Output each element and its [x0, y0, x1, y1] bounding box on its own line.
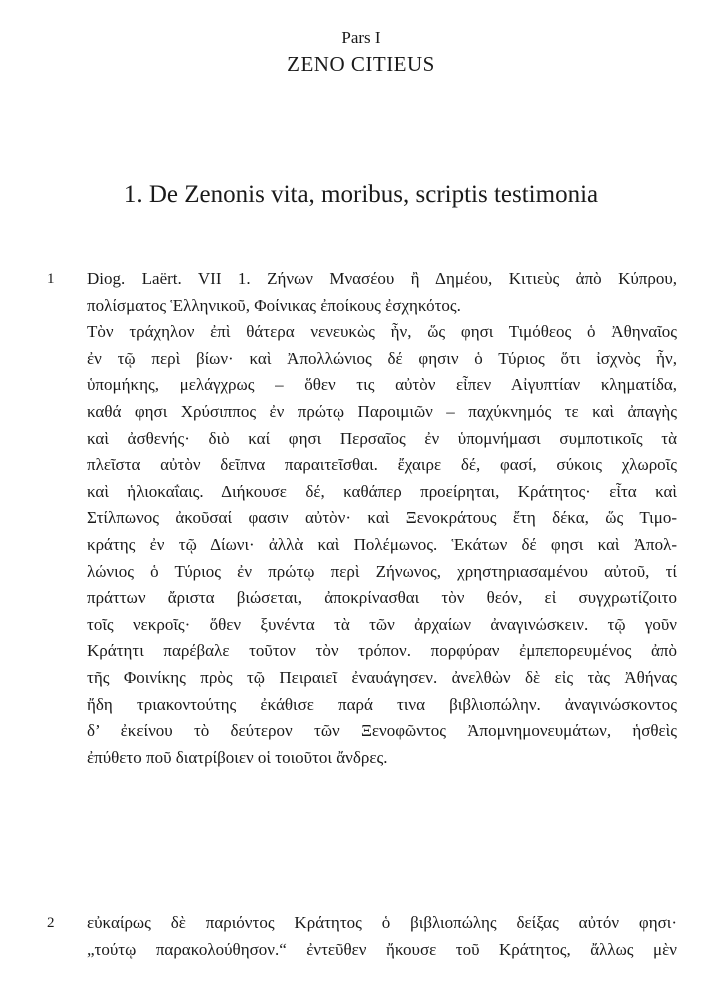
text-line: ἐπύθετο ποῦ διατρίβοιεν οἱ τοιοῦτοι ἄνδρες. [87, 747, 388, 767]
text-line: Στίλπωνος ἀκοῦσαί φασιν αὐτὸν· καὶ Ξενοκράτους ἔτη δέκα, ὥς Τιμο- [87, 508, 677, 528]
entry-number: 2 [47, 915, 55, 931]
text-line: εὐκαίρως δὲ παριόντος Κράτητος ὁ βιβλιοπώλης δείξας αὐτόν φησι· [87, 913, 677, 932]
text-line: λώνιος ὁ Τύριος ἐν πρώτῳ περὶ Ζήνωνος, χρηστηριασαμένου αὐτοῦ, τί [87, 561, 677, 581]
text-line: ἤδη τριακοντούτης ἐκάθισε παρά τινα βιβλιοπώλην. ἀναγινώσκοντος [87, 694, 677, 714]
text-line: τῆς Φοινίκης πρὸς τῷ Πειραιεῖ ἐναυάγησεν. ἀνελθὼν δὲ εἰς τὰς Ἀθήνας [87, 667, 677, 687]
text-line: τοῖς νεκροῖς· ὅθεν ξυνέντα τὰ τῶν ἀρχαίων ἀναγινώσκειν. τῷ γοῦν [87, 614, 677, 634]
text-line: δ’ ἐκείνου τὸ δεύτερον τῶν Ξενοφῶντος Ἀπομνημονευμάτων, ἡσθεὶς [87, 721, 677, 741]
text-line: καθά φησι Χρύσιππος ἐν πρώτῳ Παροιμιῶν – παχύκνημός τε καὶ ἀπαγὴς [87, 401, 677, 421]
section-heading: 1. De Zenonis vita, moribus, scriptis testimonia [123, 181, 599, 208]
text-line: καὶ ἡλιοκαΐαις. Διήκουσε δέ, καθάπερ προείρηται, Κράτητος· εἶτα καὶ [87, 481, 677, 501]
text-line: Κράτητι παρέβαλε τοῦτον τὸν τρόπον. πορφύραν ἐμπεπορευμένος ἀπὸ [87, 641, 677, 661]
entry-number: 1 [47, 271, 55, 287]
text-line: πράττων ἄριστα βιώσεται, ἀποκρίνασθαι τὸν θεόν, εἰ συγχρωτίζοιτο [87, 588, 677, 608]
text-line: καὶ ἀσθενής· διὸ καί φησι Περσαῖος ἐν ὑπομνήμασι συμποτικοῖς τὰ [87, 428, 677, 448]
text-line: „τούτῳ παρακολούθησον.“ ἐντεῦθεν ἤκουσε τοῦ Κράτητος, ἄλλως μὲν [87, 939, 677, 959]
text-line: κράτης ἐν τῷ Δίωνι· ἀλλὰ καὶ Πολέμωνος. Ἑκάτων δέ φησι καὶ Ἀπολ- [87, 534, 677, 554]
part-title: ZENO CITIEUS [287, 52, 435, 76]
text-line: πλεῖστα αὐτὸν δεῖπνα παραιτεῖσθαι. ἔχαιρε δέ, φασί, σύκοις χλωροῖς [87, 455, 677, 475]
text-line: Τὸν τράχηλον ἐπὶ θάτερα νενευκὼς ἦν, ὥς φησι Τιμόθεος ὁ Ἀθηναῖος [87, 322, 677, 342]
text-line: Diog. Laërt. VII 1. Ζήνων Μνασέου ἢ Δημέου, Κιτιεὺς ἀπὸ Κύπρου, [87, 269, 677, 288]
text-line: ὑπομήκης, μελάγχρως – ὅθεν τις αὐτὸν εἶπεν Αἰγυπτίαν κληματίδα, [87, 375, 677, 395]
entry-text [87, 910, 677, 963]
entry-text [87, 266, 677, 771]
text-line: ἐν τῷ περὶ βίων· καὶ Ἀπολλώνιος δέ φησιν ὁ Τύριος ὅτι ἰσχνὸς ἦν, [87, 348, 677, 368]
text-line: πολίσματος Ἑλληνικοῦ, Φοίνικας ἐποίκους ἐσχηκότος. [87, 295, 461, 315]
part-label: Pars I [341, 28, 381, 47]
